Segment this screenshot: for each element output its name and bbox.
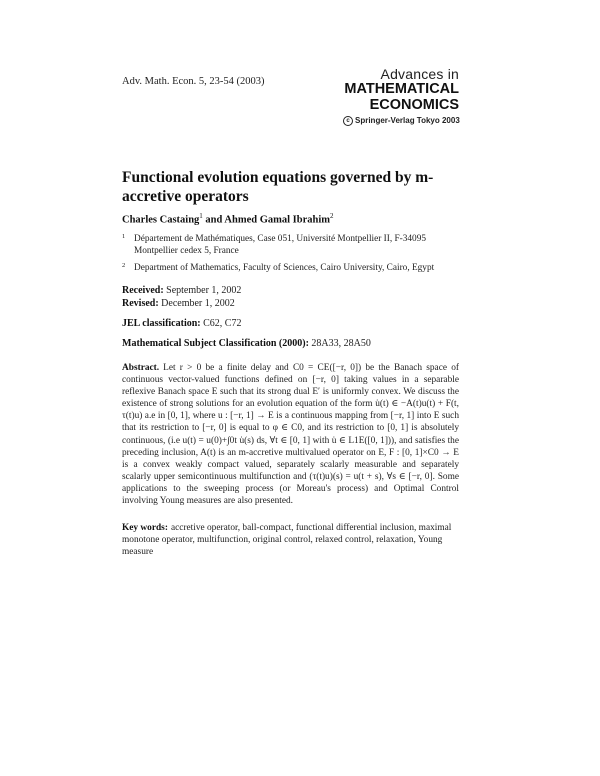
abstract — [122, 362, 459, 507]
author-2-affil-mark: 2 — [330, 212, 334, 220]
jel-label: JEL classification: — [122, 318, 201, 329]
author-1-affil-mark: 1 — [199, 212, 203, 220]
author-separator: and — [202, 214, 225, 226]
journal-masthead-logo — [343, 67, 459, 126]
author-2: Ahmed Gamal Ibrahim — [224, 214, 330, 226]
affiliation-2 — [122, 262, 462, 274]
masthead-line-1: Advances in — [380, 66, 459, 82]
msc-value: 28A33, 28A50 — [311, 338, 371, 349]
abstract-text: Let r > 0 be a finite delay and C0 = CE([−r, 0]) be the Banach space of continuous vector-valued functions defined on [−r, 0] taking values in a separable reflexive Banach space E such that its strong dual E′ is uniformly convex. We discuss the existence of strong solutions for an evolution equation of the form u̇(t) ∈ −A(t)u(t) + F(t, τ(t)u) a.e in [0, 1], where u : [−r, 1] → E is a continuous mapping from [−r, 1] into E such that its restriction to [−r, 0] is equal to φ ∈ C0, and its restriction to [0, 1] is absolutely continuous, (i.e u(t) = u(0)+∫0t u̇(s) ds, ∀t ∈ [0, 1] with u̇ ∈ L1E([0, 1])), and satisfies the preceding inclusion, A(t) is an m-accretive multivalued operator on E, F : [0, 1]×C0 → E is a convex weakly compact valued, separately scalarly measurable and separately scalarly upper semicontinuous multifunction and (τ(t)u)(s) = u(t + s), ∀s ∈ [−r, 0]. Some applications to the sweeping process (or Moreau's process) and Optimal Control involving Young measures are also presented. — [122, 363, 459, 507]
masthead-line-2: MATHEMATICAL — [344, 81, 459, 97]
received-date — [122, 284, 241, 297]
submission-dates — [122, 284, 241, 310]
revised-value: December 1, 2002 — [161, 298, 235, 309]
affiliation-1-number: 1 — [122, 233, 126, 240]
masthead-line-3: ECONOMICS — [369, 96, 459, 113]
msc-classification — [122, 338, 371, 349]
revised-date — [122, 297, 241, 310]
keywords — [122, 522, 459, 558]
keywords-text: accretive operator, ball-compact, functional differential inclusion, maximal monotone operator, multifunction, original control, relaxed control, relaxation, Young measure — [122, 523, 452, 558]
msc-label: Mathematical Subject Classification (2000): — [122, 338, 309, 349]
author-1: Charles Castaing — [122, 214, 200, 226]
affiliation-1-text: Département de Mathématiques, Case 051, Université Montpellier II, F-34095 Montpellier cedex 5, France — [134, 234, 427, 256]
affiliation-2-number: 2 — [122, 262, 126, 269]
affiliation-2-text: Department of Mathematics, Faculty of Sciences, Cairo University, Cairo, Egypt — [134, 263, 435, 273]
jel-classification — [122, 318, 241, 329]
copyright-icon: c — [343, 116, 353, 126]
publisher-name: Springer-Verlag Tokyo 2003 — [355, 116, 460, 126]
received-label: Received: — [122, 285, 164, 296]
author-line — [122, 212, 334, 226]
paper-title: Functional evolution equations governed by m-accretive operators — [122, 169, 434, 205]
abstract-label: Abstract. — [122, 363, 160, 373]
affiliation-1 — [122, 233, 462, 257]
received-value: September 1, 2002 — [166, 285, 242, 296]
journal-reference: Adv. Math. Econ. 5, 23-54 (2003) — [122, 76, 265, 87]
jel-value: C62, C72 — [203, 318, 242, 329]
revised-label: Revised: — [122, 298, 159, 309]
publisher-line — [343, 116, 459, 126]
keywords-label: Key words: — [122, 523, 168, 533]
